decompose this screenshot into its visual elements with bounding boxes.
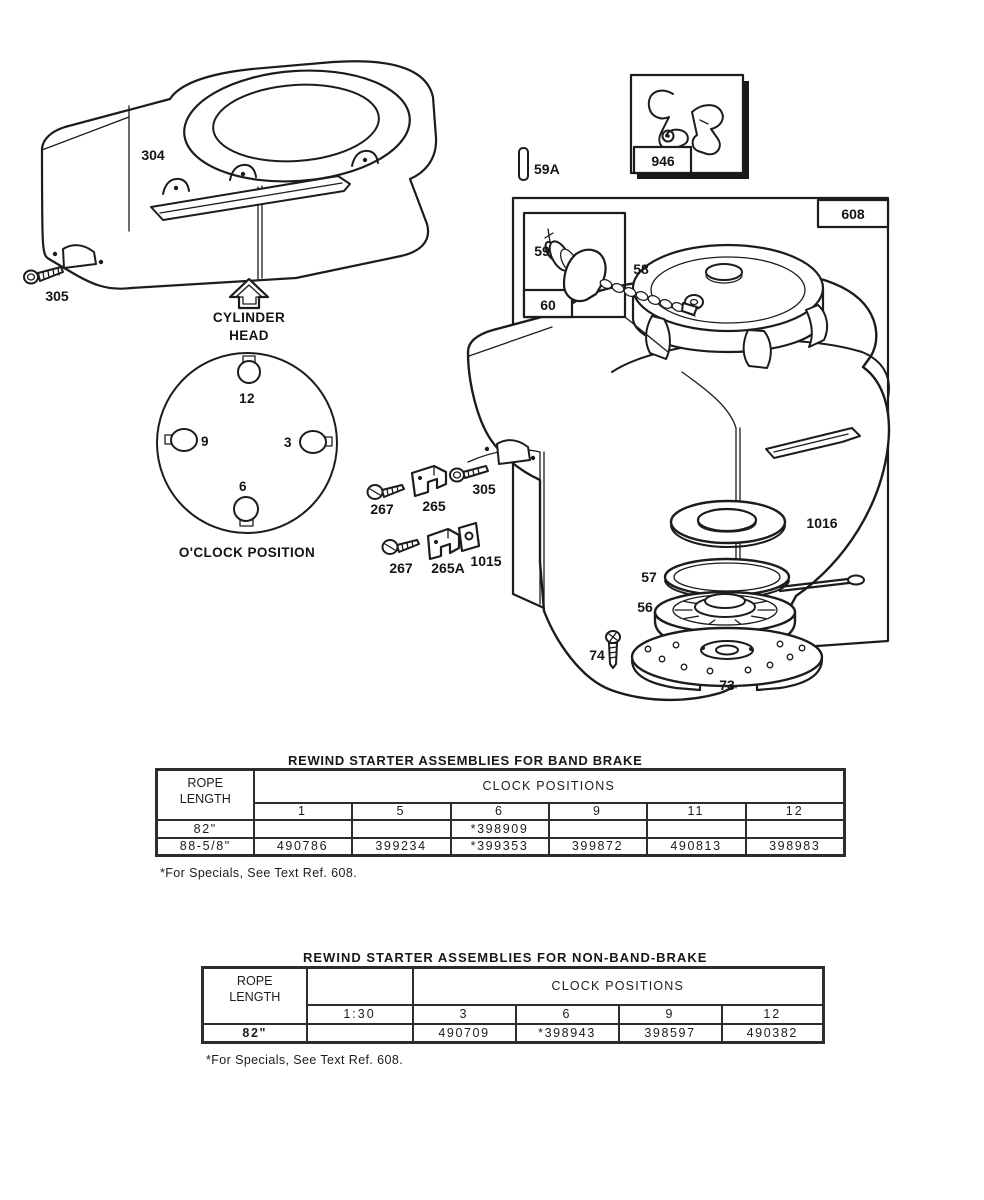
part-label-59a: 59A bbox=[534, 161, 560, 177]
band-brake-table bbox=[155, 768, 846, 857]
part-label-265: 265 bbox=[422, 498, 446, 514]
empty-header-cell bbox=[307, 968, 413, 1005]
column-header: 5 bbox=[352, 803, 451, 820]
screw-305-right-drawing bbox=[450, 466, 488, 482]
part-cell: *399353 bbox=[451, 838, 549, 856]
part-label-60: 60 bbox=[540, 297, 556, 313]
inset-box-946 bbox=[631, 75, 749, 179]
rope-length-cell: 88-5/8" bbox=[157, 838, 254, 856]
band-brake-table-title: REWIND STARTER ASSEMBLIES FOR BAND BRAKE bbox=[288, 753, 643, 768]
part-label-305-right: 305 bbox=[472, 481, 496, 497]
table-row bbox=[203, 1024, 824, 1043]
part-cell bbox=[254, 820, 352, 838]
table-row bbox=[157, 838, 845, 856]
part-cell: *398943 bbox=[516, 1024, 619, 1043]
oclock-position-caption: O'CLOCK POSITION bbox=[178, 545, 316, 560]
part-cell: 490382 bbox=[722, 1024, 824, 1043]
blower-housing-304-drawing bbox=[24, 61, 436, 304]
table-row bbox=[157, 820, 845, 838]
part-label-267a: 267 bbox=[370, 501, 394, 517]
column-header: 9 bbox=[549, 803, 647, 820]
column-header: 11 bbox=[647, 803, 746, 820]
part-cell bbox=[352, 820, 451, 838]
part-cell: 398597 bbox=[619, 1024, 722, 1043]
clock-6-label: 6 bbox=[239, 479, 247, 494]
pin-59a-drawing bbox=[519, 148, 560, 180]
part-cell bbox=[307, 1024, 413, 1043]
rope-length-header: ROPE LENGTH bbox=[203, 968, 307, 1024]
part-label-305-left: 305 bbox=[45, 288, 69, 304]
clip-265a-drawing bbox=[428, 529, 459, 559]
clock-positions-header: CLOCK POSITIONS bbox=[254, 770, 845, 803]
rope-length-header: ROPE LENGTH bbox=[157, 770, 254, 820]
clock-positions-header: CLOCK POSITIONS bbox=[413, 968, 824, 1005]
part-label-58: 58 bbox=[633, 261, 649, 277]
part-cell bbox=[647, 820, 746, 838]
part-cell: 399872 bbox=[549, 838, 647, 856]
column-header: 3 bbox=[413, 1005, 516, 1024]
column-header: 12 bbox=[746, 803, 845, 820]
part-label-1015: 1015 bbox=[470, 553, 502, 569]
cylinder-head-callout bbox=[213, 279, 285, 343]
screw-305-left-drawing bbox=[24, 267, 63, 284]
part-label-265a: 265A bbox=[431, 560, 465, 576]
clock-12-label: 12 bbox=[239, 391, 255, 406]
column-header: 9 bbox=[619, 1005, 722, 1024]
screw-267a-drawing bbox=[368, 485, 405, 499]
part-label-59: 59 bbox=[534, 243, 550, 259]
part-label-304: 304 bbox=[141, 147, 165, 163]
rope-length-cell: 82" bbox=[203, 1024, 307, 1043]
clock-9-label: 9 bbox=[201, 434, 209, 449]
washer-1016-drawing bbox=[671, 501, 785, 547]
part-label-56: 56 bbox=[637, 599, 653, 615]
part-label-267b: 267 bbox=[389, 560, 413, 576]
oclock-position-diagram bbox=[157, 353, 337, 560]
non-band-brake-footnote: *For Specials, See Text Ref. 608. bbox=[206, 1053, 404, 1067]
clock-3-label: 3 bbox=[284, 435, 292, 450]
part-cell: *398909 bbox=[451, 820, 549, 838]
column-header: 12 bbox=[722, 1005, 824, 1024]
part-label-74: 74 bbox=[589, 647, 605, 663]
part-label-73: 73 bbox=[719, 677, 735, 693]
part-cell bbox=[746, 820, 845, 838]
non-band-brake-table bbox=[201, 966, 825, 1044]
non-band-brake-table-title: REWIND STARTER ASSEMBLIES FOR NON-BAND-BRAKE bbox=[303, 950, 708, 965]
part-cell: 490786 bbox=[254, 838, 352, 856]
part-label-1016: 1016 bbox=[806, 515, 838, 531]
rope-length-cell: 82" bbox=[157, 820, 254, 838]
part-label-946: 946 bbox=[651, 153, 675, 169]
plate-1015-drawing bbox=[459, 523, 479, 551]
cylinder-head-label-line1: CYLINDER bbox=[212, 310, 286, 325]
column-header: 1 bbox=[254, 803, 352, 820]
clip-265-drawing bbox=[412, 466, 446, 496]
part-cell: 490709 bbox=[413, 1024, 516, 1043]
column-header: 6 bbox=[451, 803, 549, 820]
part-cell bbox=[549, 820, 647, 838]
screw-267b-drawing bbox=[383, 540, 420, 554]
column-header: 1:30 bbox=[307, 1005, 413, 1024]
part-label-608: 608 bbox=[841, 206, 865, 222]
part-cell: 399234 bbox=[352, 838, 451, 856]
column-header: 6 bbox=[516, 1005, 619, 1024]
part-cell: 490813 bbox=[647, 838, 746, 856]
band-brake-footnote: *For Specials, See Text Ref. 608. bbox=[160, 866, 358, 880]
cylinder-head-label-line2: HEAD bbox=[229, 328, 269, 343]
part-label-57: 57 bbox=[641, 569, 657, 585]
part-cell: 398983 bbox=[746, 838, 845, 856]
